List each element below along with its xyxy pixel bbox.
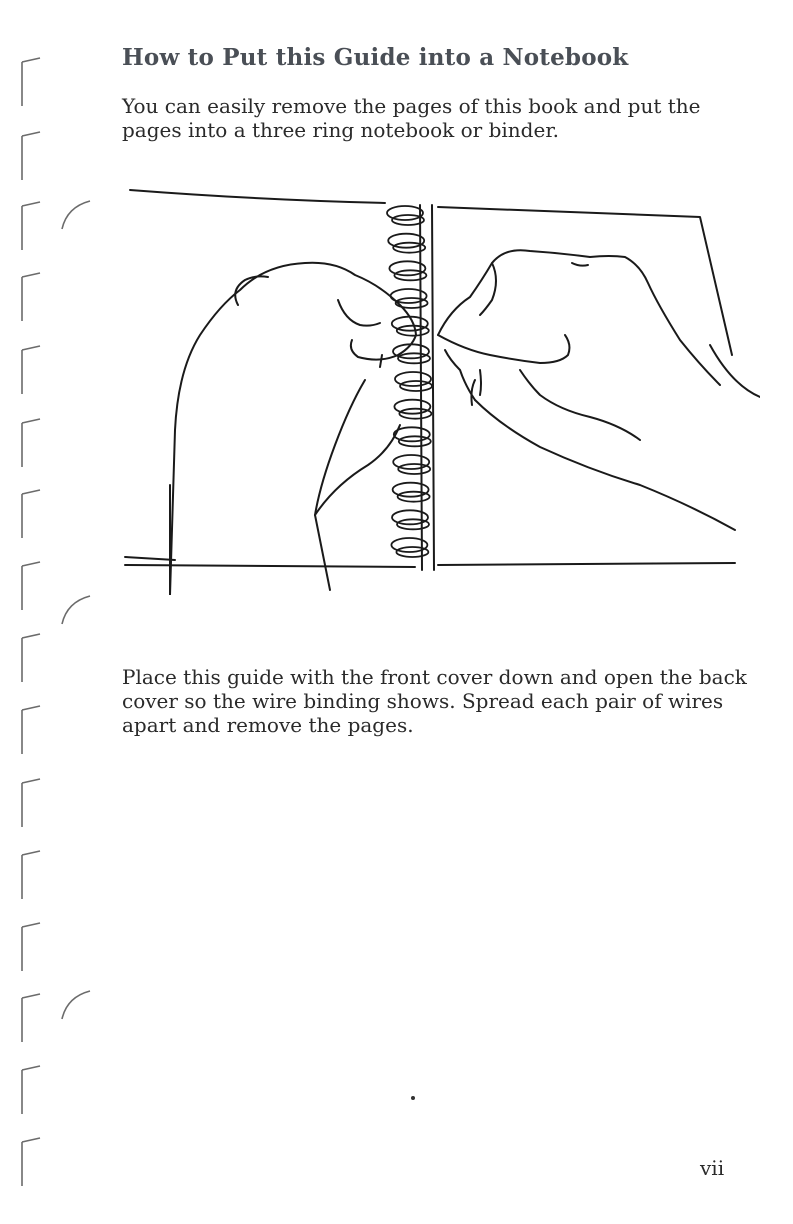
binder-tab-mark [22, 58, 40, 106]
binder-tab-mark [22, 851, 40, 899]
binder-tab-mark [22, 202, 40, 250]
binder-hole-edge [62, 596, 90, 624]
page-number: vii [700, 1156, 725, 1180]
binder-tab-mark [22, 634, 40, 682]
stray-mark [411, 1096, 415, 1100]
binder-hole-edge [62, 201, 90, 229]
binder-hole-marks [0, 0, 110, 1224]
instructions-paragraph: Place this guide with the front cover down and open the back cover so the wire binding shows. Spread each pair of wires apart and remove the pages. [122, 665, 747, 737]
hands-separating-wire-binding-illustration [120, 185, 760, 595]
page-title: How to Put this Guide into a Notebook [122, 44, 629, 71]
binder-tab-mark [22, 419, 40, 467]
binder-tab-mark [22, 1066, 40, 1114]
binder-tab-mark [22, 923, 40, 971]
binder-tab-mark [22, 490, 40, 538]
intro-paragraph: You can easily remove the pages of this book and put the pages into a three ring notebook or binder. [122, 94, 701, 142]
binder-tab-mark [22, 994, 40, 1042]
binder-tab-mark [22, 562, 40, 610]
binder-tab-mark [22, 273, 40, 321]
binder-tab-mark [22, 779, 40, 827]
binder-tab-mark [22, 706, 40, 754]
binder-hole-edge [62, 991, 90, 1019]
binder-tab-mark [22, 132, 40, 180]
binder-tab-mark [22, 1138, 40, 1186]
binder-tab-mark [22, 346, 40, 394]
